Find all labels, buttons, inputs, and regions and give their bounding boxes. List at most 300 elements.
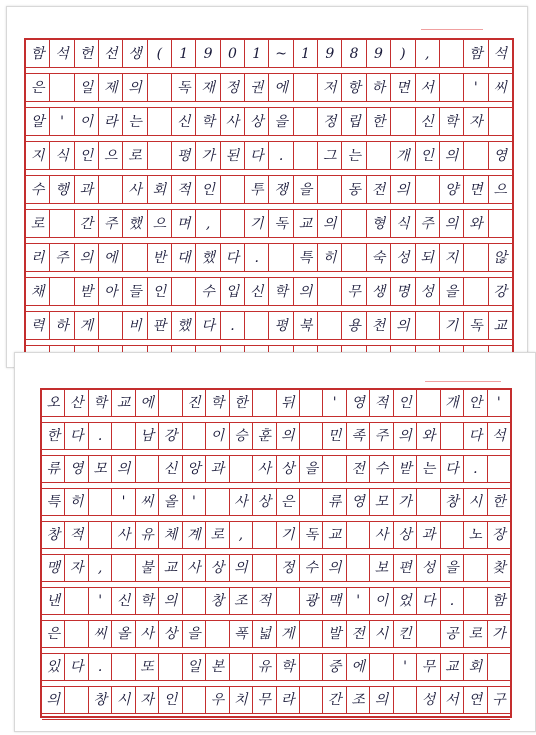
- manuscript-cell: 의: [394, 423, 417, 449]
- manuscript-cell: [148, 74, 172, 101]
- manuscript-cell: 훈: [253, 423, 276, 449]
- manuscript-cell: 용: [342, 312, 366, 339]
- manuscript-cell: 과: [75, 176, 99, 203]
- manuscript-cell: 했: [196, 244, 220, 271]
- manuscript-cell: ': [112, 489, 135, 515]
- manuscript-cell: ,: [196, 210, 220, 237]
- manuscript-cell: 채: [26, 278, 50, 305]
- manuscript-cell: ': [496, 395, 501, 411]
- manuscript-cell: 오: [42, 390, 65, 416]
- manuscript-cell: ': [464, 74, 488, 101]
- manuscript-cell: 행: [50, 176, 74, 203]
- manuscript-cell: 학: [136, 588, 159, 614]
- manuscript-cell: [148, 142, 172, 169]
- manuscript-row: [26, 278, 512, 306]
- manuscript-cell: 인: [159, 687, 182, 713]
- manuscript-cell: [300, 621, 323, 647]
- manuscript-cell: 상: [206, 555, 229, 581]
- manuscript-cell: 성: [417, 687, 440, 713]
- manuscript-cell: [464, 278, 488, 305]
- manuscript-row: [42, 654, 510, 681]
- manuscript-cell: 판: [148, 312, 172, 339]
- manuscript-cell: 정: [277, 555, 300, 581]
- manuscript-cell: 의: [391, 176, 415, 203]
- manuscript-cell: [488, 654, 510, 680]
- manuscript-cell: 자: [136, 687, 159, 713]
- manuscript-cell: 상: [253, 489, 276, 515]
- manuscript-cell: 공: [441, 621, 464, 647]
- manuscript-cell: 정: [221, 74, 245, 101]
- manuscript-cell: 강: [493, 283, 507, 300]
- manuscript-cell: [206, 489, 229, 515]
- page-header-line: [421, 29, 483, 30]
- manuscript-cell: 저: [318, 74, 342, 101]
- manuscript-cell: [489, 210, 512, 237]
- manuscript-cell: 주: [50, 244, 74, 271]
- manuscript-cell: [488, 456, 510, 482]
- manuscript-cell: 류: [323, 489, 346, 515]
- manuscript-cell: 사: [123, 176, 147, 203]
- manuscript-cell: 사: [370, 522, 393, 548]
- manuscript-cell: 조: [347, 687, 370, 713]
- manuscript-cell: 신: [245, 278, 269, 305]
- manuscript-cell: 편: [394, 555, 417, 581]
- manuscript-cell: 상: [245, 108, 269, 135]
- manuscript-cell: 주: [99, 210, 123, 237]
- manuscript-cell: [89, 489, 112, 515]
- manuscript-cell: 교: [294, 210, 318, 237]
- manuscript-cell: 정: [318, 108, 342, 135]
- manuscript-cell: 과: [417, 522, 440, 548]
- manuscript-cell: 낸: [42, 588, 65, 614]
- manuscript-cell: 는: [417, 456, 440, 482]
- manuscript-cell: 체: [159, 522, 182, 548]
- manuscript-cell: [300, 423, 323, 449]
- manuscript-cell: 유: [136, 522, 159, 548]
- manuscript-cell: 한: [367, 108, 391, 135]
- manuscript-cell: 남: [136, 423, 159, 449]
- manuscript-cell: 창: [441, 489, 464, 515]
- manuscript-cell: 에: [347, 654, 370, 680]
- manuscript-row: [26, 74, 512, 102]
- manuscript-cell: [65, 687, 88, 713]
- manuscript-cell: 석: [493, 45, 507, 62]
- manuscript-cell: 는: [123, 108, 147, 135]
- manuscript-cell: 립: [342, 108, 366, 135]
- manuscript-cell: 을: [441, 555, 464, 581]
- manuscript-cell: [294, 74, 318, 101]
- manuscript-cell: 창: [42, 522, 65, 548]
- manuscript-cell: 장: [492, 527, 506, 543]
- manuscript-cell: 의: [112, 456, 135, 482]
- manuscript-cell: [112, 423, 135, 449]
- manuscript-cell: 수: [26, 176, 50, 203]
- manuscript-cell: 학: [269, 278, 293, 305]
- manuscript-cell: 을: [440, 278, 464, 305]
- manuscript-cell: 본: [206, 654, 229, 680]
- manuscript-cell: 광: [300, 588, 323, 614]
- manuscript-cell: 다: [221, 244, 245, 271]
- manuscript-cell: 적: [253, 588, 276, 614]
- manuscript-cell: 다: [196, 312, 220, 339]
- manuscript-cell: [159, 390, 182, 416]
- manuscript-cell: 사: [136, 621, 159, 647]
- manuscript-grid-front: [40, 388, 512, 718]
- manuscript-cell: 맥: [323, 588, 346, 614]
- manuscript-cell: 을: [269, 108, 293, 135]
- manuscript-cell: 숙: [367, 244, 391, 271]
- manuscript-cell: 다: [65, 423, 88, 449]
- manuscript-cell: [221, 176, 245, 203]
- manuscript-cell: [489, 108, 512, 135]
- manuscript-row: [42, 588, 510, 615]
- manuscript-cell: 영: [347, 489, 370, 515]
- manuscript-cell: 은: [26, 74, 50, 101]
- manuscript-cell: 산: [65, 390, 88, 416]
- manuscript-cell: 전: [367, 176, 391, 203]
- manuscript-cell: 대: [172, 244, 196, 271]
- manuscript-cell: 의: [294, 278, 318, 305]
- manuscript-cell: 명: [391, 278, 415, 305]
- manuscript-cell: 의: [42, 687, 65, 713]
- manuscript-cell: 중: [323, 654, 346, 680]
- manuscript-cell: 은: [42, 621, 65, 647]
- manuscript-cell: 상: [159, 621, 182, 647]
- manuscript-cell: 생: [367, 278, 391, 305]
- manuscript-cell: 독: [172, 74, 196, 101]
- manuscript-cell: 올: [112, 621, 135, 647]
- manuscript-cell: .: [89, 654, 112, 680]
- manuscript-cell: [123, 244, 147, 271]
- manuscript-cell: 게: [277, 621, 300, 647]
- manuscript-cell: [245, 312, 269, 339]
- manuscript-cell: 의: [123, 74, 147, 101]
- manuscript-cell: [347, 555, 370, 581]
- manuscript-cell: 이: [370, 588, 393, 614]
- manuscript-cell: [318, 278, 342, 305]
- manuscript-cell: 제: [99, 74, 123, 101]
- manuscript-row: [26, 210, 512, 238]
- manuscript-cell: 폭: [230, 621, 253, 647]
- manuscript-cell: 류: [42, 456, 65, 482]
- manuscript-cell: ': [347, 588, 370, 614]
- manuscript-cell: ': [50, 108, 74, 135]
- manuscript-cell: 신: [112, 588, 135, 614]
- manuscript-cell: 상: [394, 522, 417, 548]
- manuscript-cell: 영: [493, 147, 507, 164]
- manuscript-cell: 승: [230, 423, 253, 449]
- manuscript-cell: 9: [196, 40, 220, 67]
- manuscript-cell: 신: [159, 456, 182, 482]
- manuscript-cell: 모: [370, 489, 393, 515]
- manuscript-cell: 사: [221, 108, 245, 135]
- manuscript-cell: 시: [112, 687, 135, 713]
- manuscript-row: [42, 390, 510, 417]
- manuscript-cell: 학: [440, 108, 464, 135]
- manuscript-cell: 와: [464, 210, 488, 237]
- manuscript-cell: 안: [464, 390, 487, 416]
- manuscript-cell: 천: [367, 312, 391, 339]
- manuscript-cell: 독: [269, 210, 293, 237]
- manuscript-cell: 들: [123, 278, 147, 305]
- manuscript-cell: 면: [464, 176, 488, 203]
- manuscript-cell: 무: [253, 687, 276, 713]
- manuscript-cell: [230, 456, 253, 482]
- manuscript-cell: 씨: [493, 79, 507, 96]
- manuscript-cell: 인: [394, 390, 417, 416]
- manuscript-cell: 을: [183, 621, 206, 647]
- manuscript-cell: [417, 489, 440, 515]
- manuscript-cell: [159, 654, 182, 680]
- manuscript-cell: 학: [89, 390, 112, 416]
- manuscript-cell: 학: [206, 390, 229, 416]
- manuscript-cell: 히: [318, 244, 342, 271]
- manuscript-cell: .: [464, 456, 487, 482]
- manuscript-cell: 자: [464, 108, 488, 135]
- manuscript-cell: 며: [172, 210, 196, 237]
- manuscript-cell: [370, 654, 393, 680]
- manuscript-cell: 에: [136, 390, 159, 416]
- manuscript-cell: 적: [65, 522, 88, 548]
- manuscript-cell: 구: [492, 692, 506, 708]
- manuscript-cell: [300, 654, 323, 680]
- manuscript-cell: 의: [75, 244, 99, 271]
- manuscript-cell: [148, 108, 172, 135]
- manuscript-row: [26, 108, 512, 136]
- manuscript-cell: 을: [300, 456, 323, 482]
- manuscript-cell: 진: [183, 390, 206, 416]
- manuscript-cell: [323, 456, 346, 482]
- manuscript-cell: [89, 522, 112, 548]
- manuscript-row: [26, 176, 512, 204]
- row-gap: [42, 714, 510, 720]
- manuscript-cell: 함: [26, 40, 50, 67]
- manuscript-cell: 했: [172, 312, 196, 339]
- manuscript-cell: 의: [159, 588, 182, 614]
- manuscript-cell: .: [221, 312, 245, 339]
- manuscript-cell: 형: [367, 210, 391, 237]
- manuscript-cell: [441, 423, 464, 449]
- manuscript-cell: 회: [464, 654, 487, 680]
- manuscript-cell: 0: [221, 40, 245, 67]
- manuscript-cell: 히: [65, 489, 88, 515]
- manuscript-cell: 창: [206, 588, 229, 614]
- manuscript-cell: 이: [75, 108, 99, 135]
- manuscript-cell: 는: [342, 142, 366, 169]
- manuscript-cell: 기: [277, 522, 300, 548]
- manuscript-cell: 받: [75, 278, 99, 305]
- manuscript-cell: 력: [26, 312, 50, 339]
- manuscript-cell: [416, 176, 440, 203]
- manuscript-cell: 있: [42, 654, 65, 680]
- manuscript-cell: 치: [230, 687, 253, 713]
- manuscript-cell: 함: [492, 593, 506, 609]
- manuscript-cell: 킨: [394, 621, 417, 647]
- manuscript-cell: [294, 142, 318, 169]
- manuscript-row: [42, 456, 510, 483]
- manuscript-cell: 반: [148, 244, 172, 271]
- manuscript-cell: 가: [492, 626, 506, 642]
- manuscript-cell: 1: [294, 40, 318, 67]
- manuscript-cell: 교: [441, 654, 464, 680]
- manuscript-cell: [367, 142, 391, 169]
- manuscript-cell: 앙: [183, 456, 206, 482]
- manuscript-cell: [50, 210, 74, 237]
- manuscript-row: [42, 522, 510, 549]
- manuscript-cell: 알: [26, 108, 50, 135]
- page-header-line: [425, 381, 501, 382]
- manuscript-cell: 그: [318, 142, 342, 169]
- manuscript-cell: 수: [300, 555, 323, 581]
- manuscript-cell: 아: [99, 278, 123, 305]
- manuscript-cell: 자: [65, 555, 88, 581]
- manuscript-cell: 의: [391, 312, 415, 339]
- manuscript-cell: 헌: [75, 40, 99, 67]
- manuscript-cell: 시: [464, 489, 487, 515]
- manuscript-cell: 사: [230, 489, 253, 515]
- manuscript-cell: 않: [493, 249, 507, 266]
- manuscript-cell: 교: [159, 555, 182, 581]
- manuscript-cell: 9: [367, 40, 391, 67]
- manuscript-cell: ': [89, 588, 112, 614]
- manuscript-cell: [464, 142, 488, 169]
- manuscript-cell: 올: [159, 489, 182, 515]
- manuscript-cell: [183, 687, 206, 713]
- manuscript-cell: 수: [370, 456, 393, 482]
- manuscript-cell: [318, 312, 342, 339]
- manuscript-cell: 계: [183, 522, 206, 548]
- manuscript-cell: 특: [42, 489, 65, 515]
- manuscript-cell: 성: [416, 278, 440, 305]
- manuscript-cell: [342, 210, 366, 237]
- manuscript-cell: 이: [206, 423, 229, 449]
- manuscript-cell: 비: [123, 312, 147, 339]
- manuscript-cell: [172, 278, 196, 305]
- manuscript-cell: 적: [172, 176, 196, 203]
- manuscript-cell: [183, 588, 206, 614]
- manuscript-cell: 씨: [136, 489, 159, 515]
- manuscript-cell: [394, 687, 417, 713]
- manuscript-cell: 다: [245, 142, 269, 169]
- manuscript-cell: [221, 210, 245, 237]
- manuscript-cell: [417, 621, 440, 647]
- manuscript-cell: 간: [75, 210, 99, 237]
- manuscript-row: [42, 687, 510, 714]
- manuscript-cell: 하: [50, 312, 74, 339]
- manuscript-cell: 투: [245, 176, 269, 203]
- manuscript-cell: 불: [136, 555, 159, 581]
- manuscript-cell: 지: [26, 142, 50, 169]
- manuscript-cell: 게: [75, 312, 99, 339]
- manuscript-cell: 생: [123, 40, 147, 67]
- manuscript-row: [26, 312, 512, 340]
- manuscript-cell: 씨: [89, 621, 112, 647]
- manuscript-cell: ': [394, 654, 417, 680]
- manuscript-cell: [99, 312, 123, 339]
- manuscript-cell: [294, 108, 318, 135]
- manuscript-cell: 한: [230, 390, 253, 416]
- manuscript-cell: 한: [42, 423, 65, 449]
- manuscript-cell: [464, 244, 488, 271]
- manuscript-cell: 일: [75, 74, 99, 101]
- manuscript-cell: [253, 555, 276, 581]
- manuscript-cell: .: [245, 244, 269, 271]
- manuscript-cell: 서: [441, 687, 464, 713]
- manuscript-cell: 식: [391, 210, 415, 237]
- manuscript-cell: ,: [416, 40, 440, 67]
- manuscript-cell: 교: [112, 390, 135, 416]
- manuscript-cell: 일: [183, 654, 206, 680]
- manuscript-cell: 전: [347, 456, 370, 482]
- manuscript-cell: 학: [277, 654, 300, 680]
- manuscript-row: [42, 621, 510, 648]
- manuscript-cell: 하: [367, 74, 391, 101]
- manuscript-cell: 연: [464, 687, 487, 713]
- manuscript-cell: 조: [230, 588, 253, 614]
- manuscript-cell: 특: [294, 244, 318, 271]
- manuscript-cell: 의: [440, 210, 464, 237]
- manuscript-cell: 선: [99, 40, 123, 67]
- manuscript-cell: 또: [136, 654, 159, 680]
- manuscript-cell: 했: [123, 210, 147, 237]
- manuscript-cell: 교: [323, 522, 346, 548]
- manuscript-cell: [464, 555, 487, 581]
- manuscript-row: [42, 555, 510, 582]
- manuscript-cell: 무: [417, 654, 440, 680]
- manuscript-cell: 지: [440, 244, 464, 271]
- manuscript-cell: 으: [99, 142, 123, 169]
- manuscript-cell: 시: [370, 621, 393, 647]
- manuscript-cell: [300, 687, 323, 713]
- manuscript-cell: [136, 456, 159, 482]
- manuscript-cell: ~: [269, 40, 293, 67]
- manuscript-cell: [99, 176, 123, 203]
- manuscript-cell: 주: [416, 210, 440, 237]
- manuscript-cell: 1: [172, 40, 196, 67]
- manuscript-cell: 은: [277, 489, 300, 515]
- manuscript-cell: ,: [230, 522, 253, 548]
- manuscript-cell: 영: [347, 390, 370, 416]
- manuscript-cell: 인: [416, 142, 440, 169]
- manuscript-cell: 사: [183, 555, 206, 581]
- manuscript-cell: 회: [148, 176, 172, 203]
- manuscript-cell: 보: [370, 555, 393, 581]
- manuscript-cell: ,: [89, 555, 112, 581]
- manuscript-cell: 의: [277, 423, 300, 449]
- manuscript-cell: 다: [441, 456, 464, 482]
- manuscript-cell: 의: [440, 142, 464, 169]
- manuscript-cell: .: [441, 588, 464, 614]
- manuscript-cell: 기: [245, 210, 269, 237]
- manuscript-cell: 맹: [42, 555, 65, 581]
- manuscript-cell: [417, 390, 440, 416]
- manuscript-cell: 노: [464, 522, 487, 548]
- manuscript-cell: 석: [492, 428, 506, 444]
- manuscript-cell: 받: [394, 456, 417, 482]
- manuscript-cell: 독: [300, 522, 323, 548]
- manuscript-cell: [269, 244, 293, 271]
- manuscript-cell: 로: [26, 210, 50, 237]
- manuscript-cell: 평: [269, 312, 293, 339]
- manuscript-cell: 신: [416, 108, 440, 135]
- manuscript-cell: 항: [342, 74, 366, 101]
- manuscript-cell: [440, 40, 464, 67]
- manuscript-cell: [183, 423, 206, 449]
- manuscript-cell: 의: [230, 555, 253, 581]
- manuscript-cell: 의: [370, 687, 393, 713]
- manuscript-cell: 적: [370, 390, 393, 416]
- manuscript-cell: 민: [323, 423, 346, 449]
